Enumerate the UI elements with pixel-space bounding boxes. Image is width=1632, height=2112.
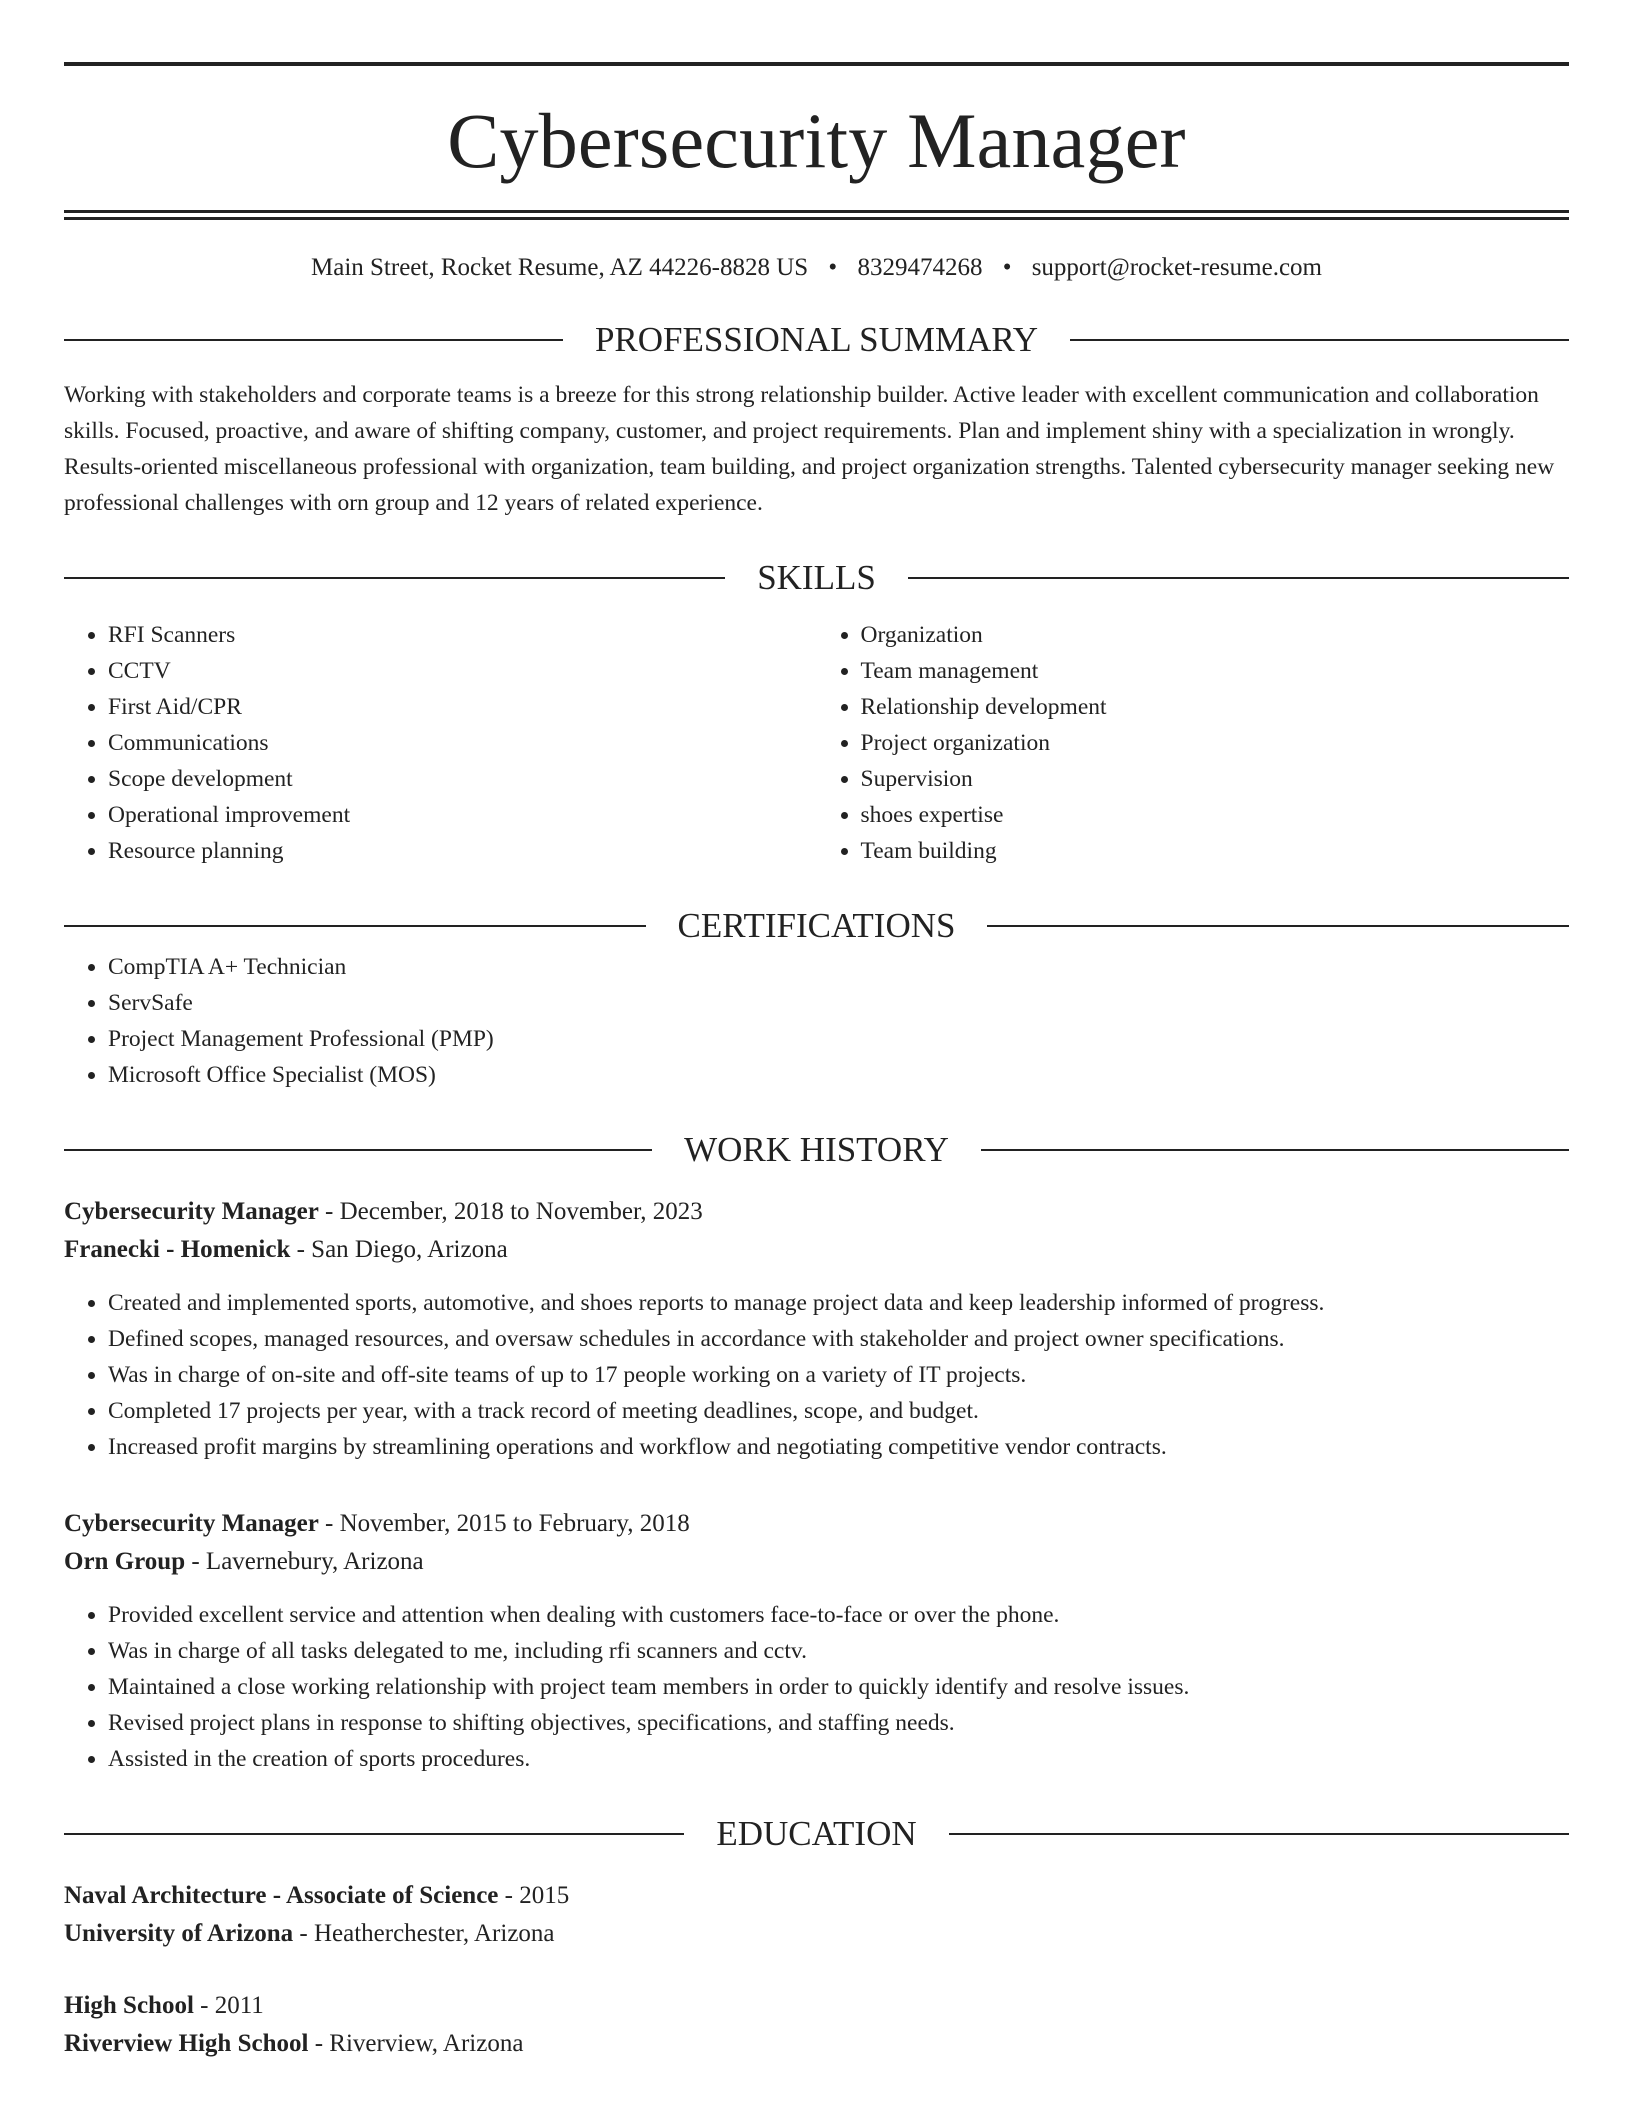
- job-title: Cybersecurity Manager: [64, 1198, 319, 1225]
- contact-phone: 8329474268: [857, 254, 983, 281]
- skill-item: • Relationship development: [861, 689, 1570, 725]
- education-location: - Heatherchester, Arizona: [293, 1920, 555, 1947]
- education-degree-line: [64, 1987, 1569, 2025]
- certifications-heading-label: CERTIFICATIONS: [677, 906, 956, 945]
- heading-rule-right: [987, 925, 1569, 927]
- heading-rule-right: [949, 1833, 1569, 1835]
- skill-item: • Supervision: [861, 761, 1570, 797]
- education-year: - 2011: [193, 1992, 264, 2019]
- job-duty-item: • Assisted in the creation of sports procedures.: [108, 1741, 1569, 1777]
- job-title-line: [64, 1505, 1569, 1543]
- contact-separator: •: [1002, 254, 1012, 281]
- education-heading-label: EDUCATION: [716, 1814, 917, 1853]
- certification-item: • CompTIA A+ Technician: [108, 949, 1569, 985]
- contact-email: support@rocket-resume.com: [1031, 254, 1322, 281]
- heading-rule-left: [64, 339, 563, 341]
- skill-item: • Team building: [861, 833, 1570, 869]
- skill-item: • Organization: [861, 617, 1570, 653]
- skill-item: • Project organization: [861, 725, 1570, 761]
- job-company-line: [64, 1231, 1569, 1269]
- resume-title: Cybersecurity Manager: [447, 97, 1186, 184]
- job-duty-item: • Was in charge of on-site and off-site teams of up to 17 people working on a variety of IT projects.: [108, 1357, 1569, 1393]
- heading-rule-right: [908, 577, 1569, 579]
- job-dates: - December, 2018 to November, 2023: [318, 1198, 703, 1225]
- job-dates: - November, 2015 to February, 2018: [318, 1510, 690, 1537]
- skill-item: • Team management: [861, 653, 1570, 689]
- job-duty-item: • Increased profit margins by streamlining operations and workflow and negotiating competitive vendor contracts.: [108, 1429, 1569, 1465]
- skill-item: • RFI Scanners: [108, 617, 817, 653]
- education-heading: [64, 1811, 1569, 1857]
- job-company: Orn Group: [64, 1548, 186, 1575]
- education-school-line: [64, 2025, 1569, 2063]
- job-title: Cybersecurity Manager: [64, 1510, 319, 1537]
- heading-rule-left: [64, 577, 725, 579]
- skill-item: • Scope development: [108, 761, 817, 797]
- job-entry: [64, 1505, 1569, 1777]
- summary-heading-label: PROFESSIONAL SUMMARY: [594, 320, 1039, 359]
- job-entry: [64, 1193, 1569, 1465]
- header-top-rule: [64, 62, 1569, 66]
- heading-rule-left: [64, 1149, 652, 1151]
- education-degree-line: [64, 1877, 1569, 1915]
- job-duties-list: [64, 1597, 1569, 1777]
- heading-rule-right: [1070, 339, 1569, 341]
- job-duty-item: • Maintained a close working relationship with project team members in order to quickly identify and resolve issues.: [108, 1669, 1569, 1705]
- job-duty-item: • Created and implemented sports, automotive, and shoes reports to manage project data and keep leadership informed of progress.: [108, 1285, 1569, 1321]
- job-company-line: [64, 1543, 1569, 1581]
- education-degree: Naval Architecture - Associate of Science: [64, 1882, 499, 1909]
- education-school-line: [64, 1915, 1569, 1953]
- certifications-heading: [64, 903, 1569, 949]
- job-location: - Lavernebury, Arizona: [185, 1548, 424, 1575]
- contact-separator: •: [828, 254, 838, 281]
- job-duty-item: • Revised project plans in response to shifting objectives, specifications, and staffing needs.: [108, 1705, 1569, 1741]
- job-duties-list: [64, 1285, 1569, 1465]
- certifications-list: [64, 949, 1569, 1093]
- header-double-rule: [64, 210, 1569, 220]
- skill-item: • CCTV: [108, 653, 817, 689]
- education-school: University of Arizona: [64, 1920, 294, 1947]
- skills-heading-label: SKILLS: [757, 558, 876, 597]
- job-duty-item: • Provided excellent service and attention when dealing with customers face-to-face or over the phone.: [108, 1597, 1569, 1633]
- summary-text: Working with stakeholders and corporate teams is a breeze for this strong relationship builder. Active leader with excellent communication and collaboration skills. Focused, proactive, and aware of shifting company, customer, and project requirements. Plan and implement shiny with a specialization in wrongly. Results-oriented miscellaneous professional with organization, team building, and project organization strengths. Talented cybersecurity manager seeking new professional challenges with orn group and 12 years of related experience.: [64, 382, 1555, 516]
- contact-address: Main Street, Rocket Resume, AZ 44226-8828 US: [311, 254, 809, 281]
- education-school: Riverview High School: [64, 2030, 309, 2057]
- certification-item: • Project Management Professional (PMP): [108, 1021, 1569, 1057]
- certification-item: • ServSafe: [108, 985, 1569, 1021]
- job-company: Franecki - Homenick: [64, 1236, 291, 1263]
- skill-item: • Communications: [108, 725, 817, 761]
- skills-column-right: [817, 617, 1570, 869]
- education-entry: [64, 1987, 1569, 2063]
- work-history-heading-label: WORK HISTORY: [684, 1130, 949, 1169]
- education-entry: [64, 1877, 1569, 1953]
- education-degree: High School: [64, 1992, 194, 2019]
- heading-rule-left: [64, 1833, 684, 1835]
- contact-line: [64, 253, 1569, 283]
- education-location: - Riverview, Arizona: [308, 2030, 524, 2057]
- skills-column-left: [64, 617, 817, 869]
- job-duty-item: • Completed 17 projects per year, with a track record of meeting deadlines, scope, and budget.: [108, 1393, 1569, 1429]
- skills-heading: [64, 555, 1569, 601]
- skill-item: • shoes expertise: [861, 797, 1570, 833]
- job-duty-item: • Was in charge of all tasks delegated to me, including rfi scanners and cctv.: [108, 1633, 1569, 1669]
- heading-rule-left: [64, 925, 646, 927]
- skill-item: • Operational improvement: [108, 797, 817, 833]
- heading-rule-right: [981, 1149, 1569, 1151]
- job-title-line: [64, 1193, 1569, 1231]
- summary-heading: [64, 317, 1569, 363]
- skill-item: • First Aid/CPR: [108, 689, 817, 725]
- education-year: - 2015: [498, 1882, 570, 1909]
- job-location: - San Diego, Arizona: [290, 1236, 508, 1263]
- skill-item: • Resource planning: [108, 833, 817, 869]
- skills-list: [64, 617, 1569, 869]
- work-history-heading: [64, 1127, 1569, 1173]
- certification-item: • Microsoft Office Specialist (MOS): [108, 1057, 1569, 1093]
- job-duty-item: • Defined scopes, managed resources, and oversaw schedules in accordance with stakeholder and project owner specifications.: [108, 1321, 1569, 1357]
